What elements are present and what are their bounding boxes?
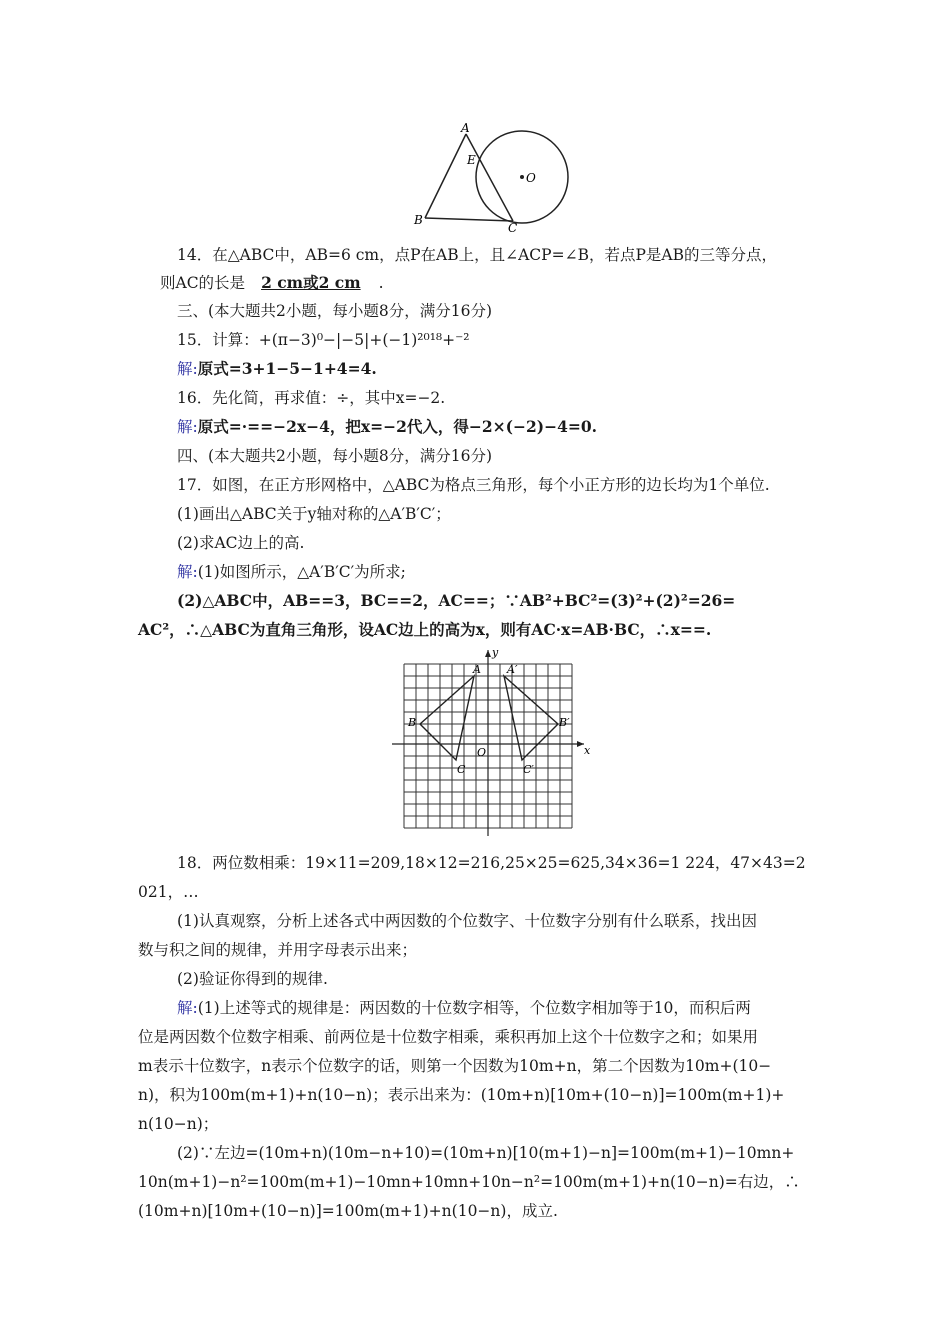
q17-solution-2b: AC²，∴△ABC为直角三角形，设AC边上的高为x，则有AC·x=AB·BC，∴x==. [138,620,712,639]
grid-label-a-prime: A′ [507,663,518,676]
q17-text: 17．如图，在正方形网格中，△ABC为格点三角形，每个小正方形的边长均为1个单位. [177,476,770,494]
q15-sol-text: 原式=3+1−5−1+4=4. [197,359,377,378]
q18-part1a: (1)认真观察，分析上述各式中两因数的个位数字、十位数字分别有什么联系，找出因 [177,912,757,930]
q14-suffix: . [378,274,384,292]
grid-label-b: B [408,716,417,729]
q18-solution-4: n)，积为100m(m+1)+n(10−n)；表示出来为：(10m+n)[10m+(10−n)]=100m(m+1)+ [138,1086,785,1104]
q17-part2: (2)求AC边上的高. [177,534,305,552]
label-b: B [414,213,423,227]
axis-label-y: y [492,646,499,659]
grid-label-o: O [477,746,487,759]
q17-sol1-text: (1)如图所示，△A′B′C′为所求; [197,563,406,581]
q16-solution [177,416,597,438]
x-axis-arrow [577,741,584,747]
q17-solution-2a: (2)△ABC中，AB==3，BC==2，AC==；∵AB²+BC²=(3)²+(2)²=26= [177,591,736,610]
q18-part1b: 数与积之间的规律，并用字母表示出来； [138,941,418,959]
grid-label-c-prime: C′ [523,763,534,776]
label-e: E [467,153,476,167]
q17-part1: (1)画出△ABC关于y轴对称的△A′B′C′； [177,505,451,523]
q17-sol-label: 解: [177,563,198,581]
q18-solution-3: m表示十位数字，n表示个位数字的话，则第一个因数为10m+n，第二个因数为10m+(10− [138,1057,772,1075]
y-axis-arrow [485,650,491,657]
q16-sol-text: 原式=·==−2x−4，把x=−2代入，得−2×(−2)−4=0. [197,417,598,436]
q18-solution-7: 10n(m+1)−n²=100m(m+1)−10mn+10mn+10n−n²=100m(m+1)+n(10−n)=右边，∴ [138,1173,800,1191]
q18-part2: (2)验证你得到的规律. [177,970,328,988]
label-o: O [526,171,536,185]
q16-text: 16．先化简，再求值：÷，其中x=−2. [177,389,446,407]
q14-line1: 14．在△ABC中，AB=6 cm，点P在AB上，且∠ACP=∠B，若点P是AB的三等分点， [177,246,777,264]
q18-solution-6: (2)∵左边=(10m+n)(10m−n+10)=(10m+n)[10(m+1)−n]=100m(m+1)−10mn+ [177,1144,795,1162]
q18-s1-text: (1)上述等式的规律是：两因数的十位数字相等，个位数字相加等于10，而积后两 [197,999,751,1017]
q18-solution-5: n(10−n)； [138,1115,219,1133]
q17-solution-1 [177,561,406,583]
center-o-dot [520,175,524,179]
grid-label-a: A [473,663,481,676]
coordinate-grid-figure [390,646,600,842]
triangle-circle-figure [410,120,580,232]
q16-sol-label: 解: [177,418,198,436]
q14-line2 [160,272,384,294]
side-ab [425,134,466,218]
section-4-heading: 四、(本大题共2小题，每小题8分，满分16分) [177,447,493,465]
q18-solution-1 [177,997,751,1019]
q15-sol-label: 解: [177,360,198,378]
q18-solution-8: (10m+n)[10m+(10−n)]=100m(m+1)+n(10−n)，成立. [138,1202,558,1220]
grid-label-b-prime: B′ [559,716,570,729]
q15-solution [177,358,377,380]
q18-line1: 18．两位数相乘：19×11=209,18×12=216,25×25=625,34×36=1 224，47×43=2 [177,854,806,872]
q18-solution-2: 位是两因数个位数字相乘、前两位是十位数字相乘，乘积再加上这个十位数字之和；如果用 [138,1028,759,1046]
q15-text: 15．计算：+(π−3)⁰−|−5|+(−1)²⁰¹⁸+⁻² [177,331,470,349]
q14-answer: 2 cm或2 cm [261,273,361,292]
axis-label-x: x [584,744,591,757]
label-c: C [508,221,518,232]
side-ac [466,134,513,221]
q14-prefix: 则AC的长是 [160,274,246,292]
section-3-heading: 三、(本大题共2小题，每小题8分，满分16分) [177,302,493,320]
grid-label-c: C [457,763,466,776]
label-a: A [461,121,470,135]
q18-line2: 021，… [138,883,199,901]
side-bc [425,218,513,221]
q18-sol-label: 解: [177,999,198,1017]
